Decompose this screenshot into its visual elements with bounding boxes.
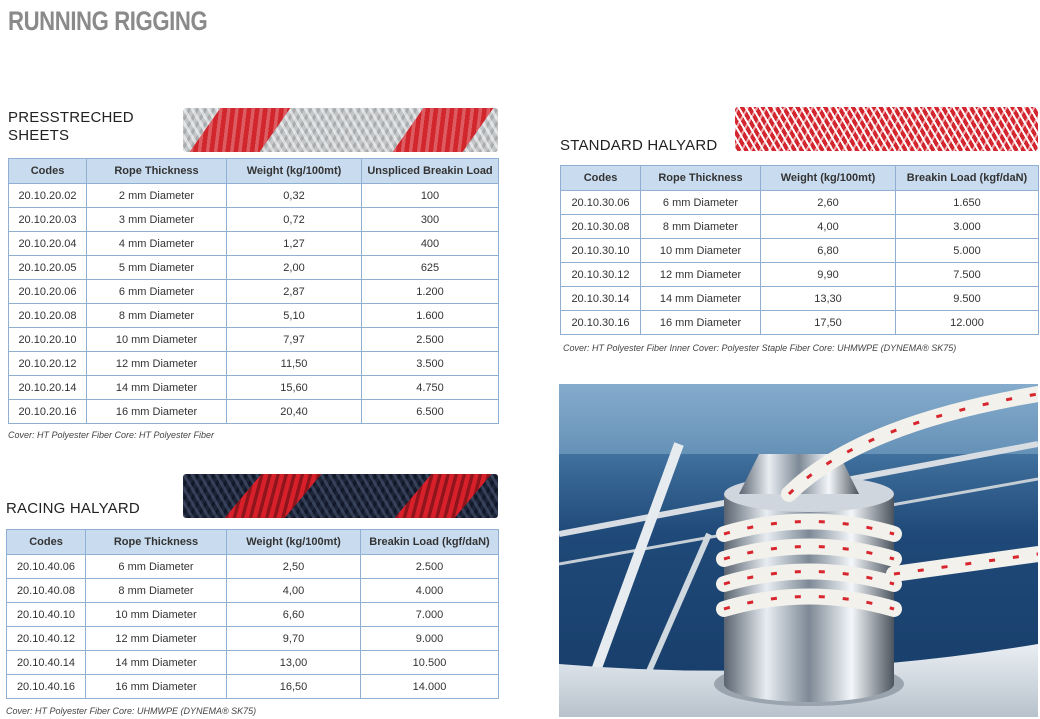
presstreched-note: Cover: HT Polyester Fiber Core: HT Polyester Fiber: [8, 430, 215, 440]
cell-thickness: 8 mm Diameter: [86, 579, 227, 603]
cell-thickness: 12 mm Diameter: [641, 263, 761, 287]
cell-thickness: 6 mm Diameter: [86, 555, 227, 579]
presstreched-section-title: [8, 109, 134, 145]
cell-code: 20.10.20.14: [9, 376, 87, 400]
table-row: [9, 376, 499, 400]
column-header: Unspliced Breakin Load: [362, 159, 499, 184]
cell-weight: 9,90: [761, 263, 896, 287]
table-row: [7, 651, 499, 675]
cell-weight: 9,70: [227, 627, 361, 651]
cell-load: 7.000: [361, 603, 499, 627]
cell-weight: 4,00: [227, 579, 361, 603]
table-row: [9, 256, 499, 280]
cell-load: 1.650: [896, 191, 1039, 215]
cell-thickness: 4 mm Diameter: [87, 232, 227, 256]
cell-weight: 11,50: [227, 352, 362, 376]
table-row: [9, 280, 499, 304]
cell-load: 9.500: [896, 287, 1039, 311]
racing-table: [6, 529, 499, 699]
cell-thickness: 6 mm Diameter: [87, 280, 227, 304]
table-row: [561, 311, 1039, 335]
cell-weight: 5,10: [227, 304, 362, 328]
cell-thickness: 10 mm Diameter: [86, 603, 227, 627]
cell-load: 300: [362, 208, 499, 232]
racing-rope-image: [183, 474, 498, 518]
table-row: [9, 232, 499, 256]
column-header: Codes: [561, 166, 641, 191]
cell-code: 20.10.20.12: [9, 352, 87, 376]
cell-thickness: 8 mm Diameter: [641, 215, 761, 239]
cell-load: 3.000: [896, 215, 1039, 239]
page-title: RUNNING RIGGING: [8, 6, 208, 36]
cell-code: 20.10.40.08: [7, 579, 86, 603]
cell-weight: 2,87: [227, 280, 362, 304]
cell-load: 10.500: [361, 651, 499, 675]
cell-code: 20.10.30.10: [561, 239, 641, 263]
cell-code: 20.10.20.02: [9, 184, 87, 208]
column-header: Breakin Load (kgf/daN): [361, 530, 499, 555]
cell-load: 4.750: [362, 376, 499, 400]
standard-rope-image: [735, 107, 1038, 151]
cell-weight: 16,50: [227, 675, 361, 699]
table-row: [7, 603, 499, 627]
presstreched-table: [8, 158, 499, 424]
cell-weight: 2,00: [227, 256, 362, 280]
table-row: [7, 555, 499, 579]
cell-weight: 15,60: [227, 376, 362, 400]
cell-load: 2.500: [362, 328, 499, 352]
cell-thickness: 8 mm Diameter: [87, 304, 227, 328]
cell-weight: 4,00: [761, 215, 896, 239]
cell-weight: 13,30: [761, 287, 896, 311]
cell-code: 20.10.30.12: [561, 263, 641, 287]
cell-thickness: 14 mm Diameter: [86, 651, 227, 675]
table-row: [7, 627, 499, 651]
cell-thickness: 10 mm Diameter: [87, 328, 227, 352]
cell-thickness: 5 mm Diameter: [87, 256, 227, 280]
cell-load: 4.000: [361, 579, 499, 603]
cell-load: 2.500: [361, 555, 499, 579]
standard-note: Cover: HT Polyester Fiber Inner Cover: Polyester Staple Fiber Core: UHMWPE (DYNEMA® SK75): [563, 343, 957, 353]
column-header: Codes: [9, 159, 87, 184]
cell-code: 20.10.40.10: [7, 603, 86, 627]
cell-load: 100: [362, 184, 499, 208]
cell-load: 3.500: [362, 352, 499, 376]
cell-code: 20.10.40.16: [7, 675, 86, 699]
racing-section-title: RACING HALYARD: [6, 500, 140, 517]
cell-load: 625: [362, 256, 499, 280]
table-row: [9, 400, 499, 424]
cell-thickness: 16 mm Diameter: [86, 675, 227, 699]
column-header: Rope Thickness: [86, 530, 227, 555]
cell-thickness: 12 mm Diameter: [86, 627, 227, 651]
cell-code: 20.10.20.05: [9, 256, 87, 280]
column-header: Rope Thickness: [87, 159, 227, 184]
table-row: [7, 675, 499, 699]
cell-load: 12.000: [896, 311, 1039, 335]
cell-code: 20.10.20.06: [9, 280, 87, 304]
cell-load: 1.200: [362, 280, 499, 304]
cell-weight: 6,80: [761, 239, 896, 263]
cell-thickness: 2 mm Diameter: [87, 184, 227, 208]
racing-note: Cover: HT Polyester Fiber Core: UHMWPE (DYNEMA® SK75): [6, 706, 257, 716]
table-row: [561, 287, 1039, 311]
cell-load: 9.000: [361, 627, 499, 651]
presstreched-title-line1: PRESSTRECHED: [8, 109, 134, 126]
cell-weight: 2,60: [761, 191, 896, 215]
cell-weight: 2,50: [227, 555, 361, 579]
cell-code: 20.10.20.16: [9, 400, 87, 424]
presstreched-title-line2: SHEETS: [8, 127, 70, 144]
cell-code: 20.10.40.14: [7, 651, 86, 675]
cell-load: 6.500: [362, 400, 499, 424]
cell-thickness: 14 mm Diameter: [641, 287, 761, 311]
cell-load: 7.500: [896, 263, 1039, 287]
table-row: [9, 208, 499, 232]
cell-weight: 0,72: [227, 208, 362, 232]
cell-weight: 20,40: [227, 400, 362, 424]
column-header: Rope Thickness: [641, 166, 761, 191]
cell-load: 1.600: [362, 304, 499, 328]
table-row: [9, 304, 499, 328]
cell-weight: 7,97: [227, 328, 362, 352]
table-row: [561, 191, 1039, 215]
cell-code: 20.10.30.06: [561, 191, 641, 215]
cell-thickness: 16 mm Diameter: [87, 400, 227, 424]
standard-section-title: STANDARD HALYARD: [560, 137, 718, 154]
cell-code: 20.10.40.06: [7, 555, 86, 579]
presstreched-rope-image: [183, 108, 498, 152]
cell-load: 5.000: [896, 239, 1039, 263]
column-header: Weight (kg/100mt): [227, 159, 362, 184]
column-header: Weight (kg/100mt): [761, 166, 896, 191]
cell-weight: 17,50: [761, 311, 896, 335]
cell-code: 20.10.30.08: [561, 215, 641, 239]
column-header: Breakin Load (kgf/daN): [896, 166, 1039, 191]
cell-code: 20.10.40.12: [7, 627, 86, 651]
cell-code: 20.10.30.14: [561, 287, 641, 311]
table-header-row: [561, 166, 1039, 191]
cell-weight: 0,32: [227, 184, 362, 208]
cell-load: 14.000: [361, 675, 499, 699]
table-row: [561, 263, 1039, 287]
cell-thickness: 12 mm Diameter: [87, 352, 227, 376]
winch-photo: [559, 384, 1038, 717]
table-row: [9, 328, 499, 352]
cell-code: 20.10.20.10: [9, 328, 87, 352]
table-row: [9, 184, 499, 208]
table-row: [561, 215, 1039, 239]
table-row: [9, 352, 499, 376]
cell-thickness: 14 mm Diameter: [87, 376, 227, 400]
cell-thickness: 10 mm Diameter: [641, 239, 761, 263]
cell-thickness: 3 mm Diameter: [87, 208, 227, 232]
cell-weight: 1,27: [227, 232, 362, 256]
cell-load: 400: [362, 232, 499, 256]
cell-thickness: 16 mm Diameter: [641, 311, 761, 335]
table-header-row: [9, 159, 499, 184]
cell-thickness: 6 mm Diameter: [641, 191, 761, 215]
table-row: [561, 239, 1039, 263]
standard-table: [560, 165, 1039, 335]
table-row: [7, 579, 499, 603]
column-header: Weight (kg/100mt): [227, 530, 361, 555]
cell-weight: 6,60: [227, 603, 361, 627]
column-header: Codes: [7, 530, 86, 555]
cell-code: 20.10.20.03: [9, 208, 87, 232]
cell-weight: 13,00: [227, 651, 361, 675]
table-header-row: [7, 530, 499, 555]
cell-code: 20.10.20.08: [9, 304, 87, 328]
cell-code: 20.10.30.16: [561, 311, 641, 335]
cell-code: 20.10.20.04: [9, 232, 87, 256]
